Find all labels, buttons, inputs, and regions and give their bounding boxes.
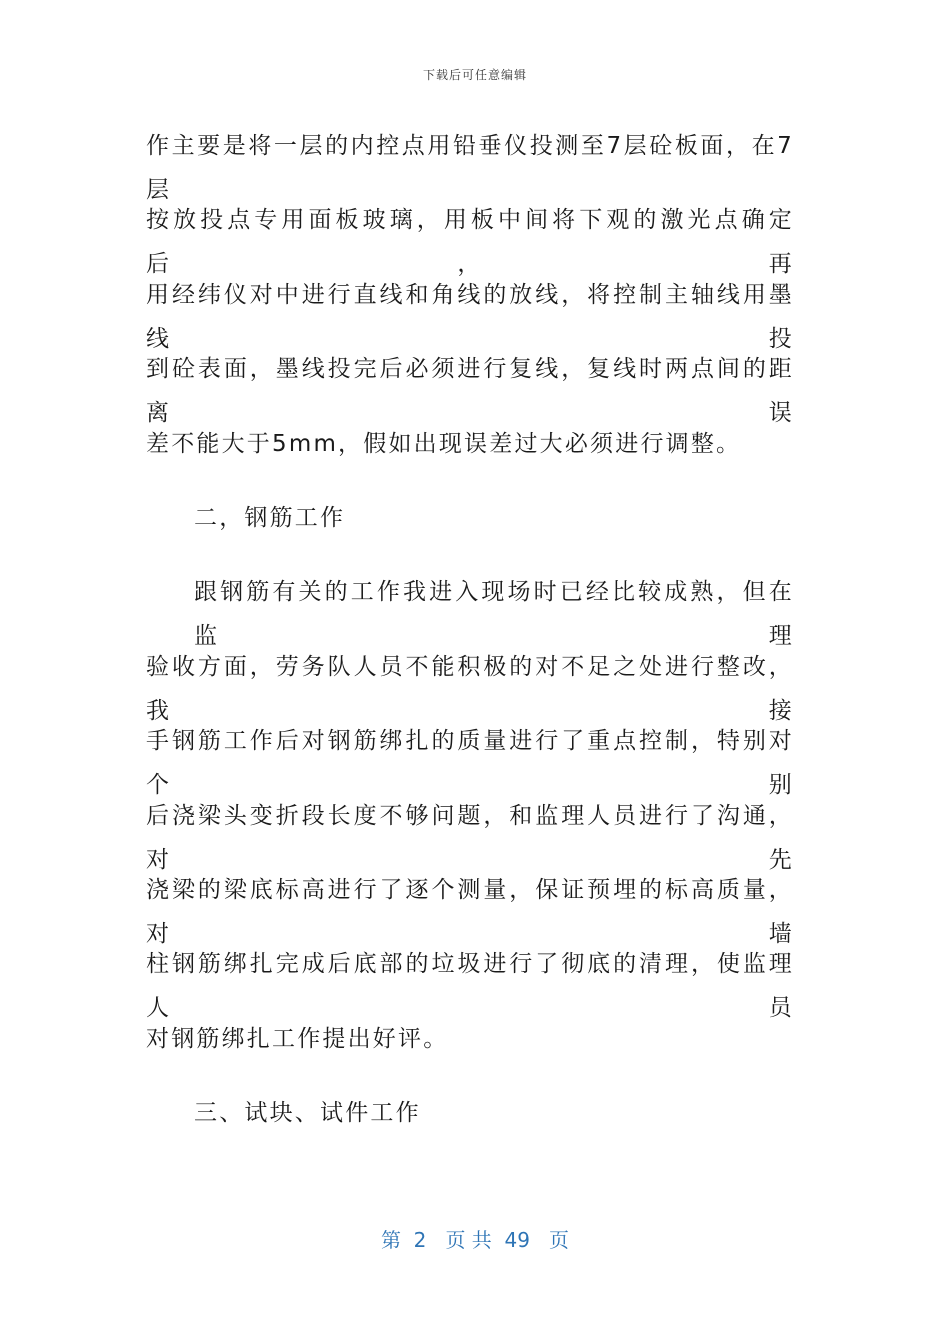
paragraph-line: 按放投点专用面板玻璃，用板中间将下观的激光点确定后，再 [146,207,794,278]
section-heading: 二，钢筋工作 [194,504,346,531]
paragraph-line: 作主要是将一层的内控点用铅垂仪投测至7层砼板面，在7层 [146,133,794,203]
paragraph-line: 柱钢筋绑扎完成后底部的垃圾进行了彻底的清理，使监理人员 [146,951,794,1022]
paragraph-line: 跟钢筋有关的工作我进入现场时已经比较成熟，但在监理 [194,579,794,650]
paragraph-line: 对钢筋绑扎工作提出好评。 [146,1025,449,1052]
paragraph-line: 浇梁的梁底标高进行了逐个测量，保证预埋的标高质量，对墙 [146,876,794,947]
paragraph-line: 验收方面，劳务队人员不能积极的对不足之处进行整改，我接 [146,653,794,724]
paragraph-line: 到砼表面，墨线投完后必须进行复线，复线时两点间的距离误 [146,356,794,427]
paragraph-line: 用经纬仪对中进行直线和角线的放线，将控制主轴线用墨线投 [146,281,794,352]
section-heading: 三、试块、试件工作 [194,1100,421,1127]
paragraph-line: 后浇梁头变折段长度不够问题，和监理人员进行了沟通，对先 [146,802,794,873]
page-number-footer: 第 2 页 共 49 页 [380,1228,570,1252]
paragraph-line: 手钢筋工作后对钢筋绑扎的质量进行了重点控制，特别对个别 [146,728,794,799]
header-note: 下载后可任意编辑 [422,68,527,82]
document-body [146,124,794,1165]
paragraph-line: 差不能大于5mm，假如出现误差过大必须进行调整。 [146,430,742,457]
